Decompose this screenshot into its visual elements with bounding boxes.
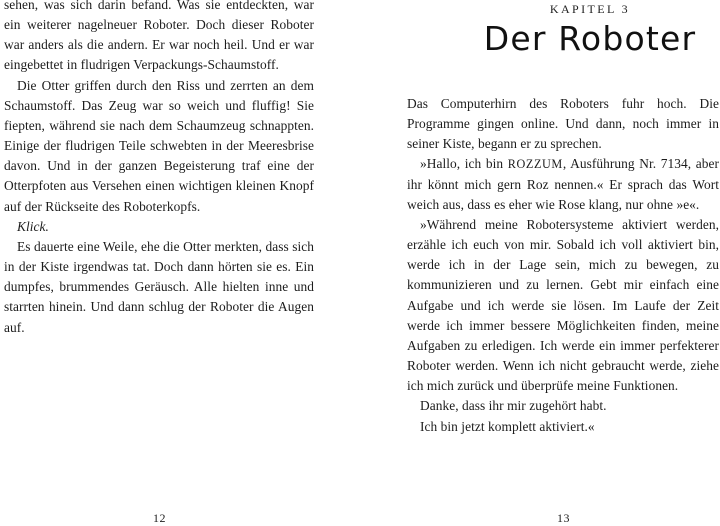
left-paragraph-3: Klick.	[17, 218, 49, 234]
left-paragraph-4: Es dauerte eine Weile, ehe die Otter merkten, dass sich in der Kiste irgendwas tat. Doch dann hörten sie es. Ein dumpfes, brummendes Geräusch. Alle hielten inne und starrten hinein. Und dann schlug der Roboter die Augen auf.	[4, 238, 314, 335]
right-paragraph-2-end: , Ausführung Nr. 7134, aber ihr könnt mich gern Roz nennen.« Er sprach das Wort weich aus, dass es eher wie Rose klang, nur ohne »e«.	[407, 156, 719, 212]
left-page	[0, 0, 352, 526]
page-number-left: 12	[153, 511, 166, 525]
right-paragraph-2-start: »Hallo, ich bin	[420, 156, 508, 172]
right-page	[360, 0, 720, 526]
robot-model-name: ROZZUM	[507, 157, 563, 172]
page-number-right: 13	[557, 511, 570, 525]
right-paragraph-1: Das Computerhirn des Roboters fuhr hoch. Die Programme gingen online. Und dann, noch immer in seiner Kiste, begann er zu sprechen.	[407, 96, 719, 152]
right-page-body	[407, 94, 719, 437]
left-paragraph-1: sehen, was sich darin befand. Was sie entdeckten, war ein weiterer nagelneuer Roboter. Doch dieser Roboter war anders als die andern. Er war noch heil. Und er war eingebettet in fludrigen Verpackungs-Schaumstoff.	[4, 0, 314, 73]
chapter-title: Der Roboter	[483, 19, 697, 58]
right-paragraph-3: »Während meine Robotersysteme aktiviert werden, erzähle ich euch von mir. Sobald ich voll aktiviert bin, werde ich in der Lage sein, mich zu bewegen, zu kommunizieren und zu lernen. Gebt mir einfach eine Aufgabe und ich werde sie lösen. Im Laufe der Zeit werde ich immer bessere Möglichkeiten finden, meine Aufgaben zu erledigen. Ich werde ein immer perfekterer Roboter werden. Wenn ich nicht gebraucht werde, ziehe ich mich zurück und überprüfe meine Funktionen.	[407, 216, 719, 394]
chapter-label: KAPITEL 3	[549, 2, 631, 16]
right-paragraph-2	[407, 154, 719, 214]
left-page-body	[4, 0, 314, 338]
right-paragraph-4: Danke, dass ihr mir zugehört habt.	[420, 398, 607, 414]
right-paragraph-5: Ich bin jetzt komplett aktiviert.«	[420, 418, 595, 434]
left-paragraph-2: Die Otter griffen durch den Riss und zerrten an dem Schaumstoff. Das Zeug war so weich und fluffig! Sie fiepten, während sie nach dem Schaumzeug schnappten. Einige der fludrigen Teile schwebten in der Meeresbrise davon. Und in der ganzen Begeisterung traf eine der Otterpfoten aus Versehen einen wichtigen kleinen Knopf auf der Rückseite des Roboterkopfs.	[4, 77, 314, 214]
